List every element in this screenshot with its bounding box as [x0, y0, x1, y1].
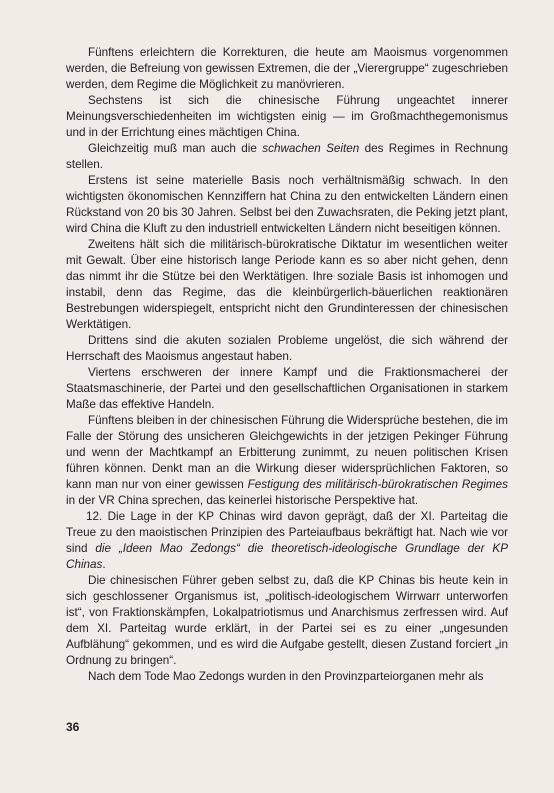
text-run: des Regimes in Rechnung stellen. — [66, 142, 508, 171]
text-run: in der VR China sprechen, das keinerlei historische Perspektive hat. — [66, 494, 419, 507]
paragraph — [66, 45, 508, 93]
paragraph — [66, 173, 508, 237]
paragraph — [66, 509, 508, 573]
paragraph — [66, 93, 508, 141]
text-run: Viertens erschweren der innere Kampf und die Fraktionsmacherei der Staatsmaschinerie, der Partei und den gesellschaftlichen Organisationen in starkem Maße das effektive Handeln. — [66, 366, 508, 411]
emphasized-text: die „Ideen Mao Zedongs“ die theoretisch-ideologische Grundlage der KP Chinas — [66, 542, 508, 571]
text-run: Drittens sind die akuten sozialen Probleme ungelöst, die sich während der Herrschaft des Maoismus angestaut haben. — [66, 334, 508, 363]
paragraph — [66, 573, 508, 669]
text-run: 12. Die Lage in der KP Chinas wird davon geprägt, daß der XI. Parteitag die Treue zu den maoistischen Prinzipien des Parteiaufbaus bekräftigt hat. Nach wie vor sind — [66, 510, 508, 555]
body-text — [66, 45, 508, 685]
text-run: Erstens ist seine materielle Basis noch verhältnismäßig schwach. In den wichtigsten ökonomischen Kennziffern hat China zu den entwickelten Ländern einen Rückstand von 20 bis 30 Jahren. Selbst bei den Zuwachsraten, die Peking jetzt plant, wird China die Kluft zu den industriell entwickelten Ländern nicht beseitigen können. — [66, 174, 508, 235]
text-run: Gleichzeitig muß man auch die — [88, 142, 263, 155]
text-run: . — [102, 558, 106, 571]
paragraph — [66, 365, 508, 413]
text-run: Fünftens erleichtern die Korrekturen, die heute am Maoismus vorgenommen werden, die Befreiung von gewissen Extremen, die der „Vierergruppe“ zugeschrieben werden, dem Regime die Möglichkeit zu manövrieren. — [66, 46, 508, 91]
page-number: 36 — [66, 720, 80, 734]
paragraph — [66, 413, 508, 509]
text-run: Zweitens hält sich die militärisch-bürokratische Diktatur im wesentlichen weiter mit Gewalt. Über eine historisch lange Periode kann es so aber nicht gehen, denn das nimmt ihr die Stütze bei den Werktätigen. Ihre soziale Basis ist inhomogen und instabil, denn das Regime, das die kleinbürgerlich-bäuerlichen reaktionären Bestrebungen widerspiegelt, entspricht nicht den Grundinteressen der chinesischen Werktätigen. — [66, 238, 508, 331]
paragraph — [66, 237, 508, 333]
paragraph — [66, 669, 508, 685]
paragraph — [66, 333, 508, 365]
emphasized-text: schwachen Seiten — [262, 142, 360, 155]
text-run: Nach dem Tode Mao Zedongs wurden in den Provinzparteiorganen mehr als — [88, 670, 484, 683]
text-run: Die chinesischen Führer geben selbst zu, daß die KP Chinas bis heute kein in sich geschlossener Organismus ist, „politisch-ideologischem Wirrwarr unterworfen ist“, von Fraktionskämpfen, Lokalpatriotismus und Anarchismus zerfressen wird. Auf dem XI. Parteitag wurde erklärt, in der Partei sei es zu einer „ungesunden Aufblähung“ gekommen, und es wird die Aufgabe gestellt, diesen Zustand forciert „in Ordnung zu bringen“. — [66, 574, 508, 667]
paragraph — [66, 141, 508, 173]
text-run: Sechstens ist sich die chinesische Führung ungeachtet innerer Meinungsverschiedenheiten im wichtigsten einig — im Großmachthegemonismus und in der Errichtung eines mächtigen China. — [66, 94, 508, 139]
emphasized-text: Festigung des militärisch-bürokratischen Regimes — [247, 478, 509, 491]
text-run: Fünftens bleiben in der chinesischen Führung die Widersprüche bestehen, die im Falle der Störung des unsicheren Gleichgewichts in der jetzigen Pekinger Führung und wenn der Machtkampf an Erbitterung zunimmt, zu neuen politischen Krisen führen können. Denkt man an die Wirkung dieser widersprüchlichen Faktoren, so kann man nur von einer gewissen — [66, 414, 508, 491]
